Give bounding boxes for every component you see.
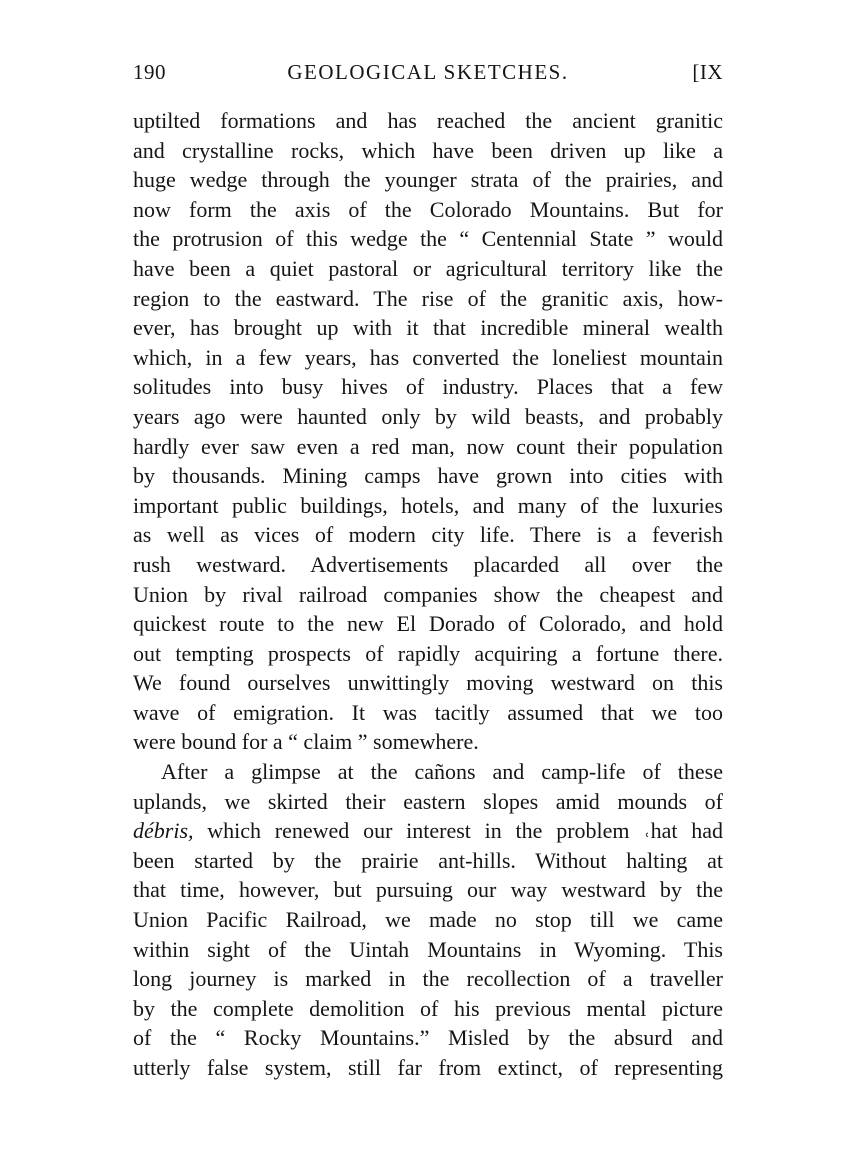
text-line: now form the axis of the Colorado Mountains. But for [133,196,723,222]
running-head: GEOLOGICAL SKETCHES. [287,60,569,84]
text-line: Union Pacific Railroad, we made no stop till we came [133,907,723,933]
text-line: and crystalline rocks, which have been driven up like a [133,137,723,163]
italic-word: débris, [133,818,194,844]
text-line: which, in a few years, has converted the loneliest mountain [133,344,723,370]
text-line: region to the eastward. The rise of the granitic axis, how- [133,285,723,311]
text-line: ever, has brought up with it that incredible mineral wealth [133,315,723,341]
text-line: rush westward. Advertisements placarded all over the [133,551,723,577]
page-number: 190 [133,60,166,84]
text-line: huge wedge through the younger strata of the prairies, and [133,167,723,193]
text-line: hardly ever saw even a red man, now count their population [133,433,723,459]
text-line: utterly false system, still far from extinct, of representing [133,1055,723,1080]
text-line: wave of emigration. It was tacitly assumed that we too [133,699,723,725]
text-line: have been a quiet pastoral or agricultural territory like the [133,255,723,281]
text-line: uplands, we skirted their eastern slopes amid mounds of [133,788,723,814]
text-line: that time, however, but pursuing our way westward by the [133,877,723,903]
text-line-with-italic [133,816,723,846]
text-line: were bound for a “ claim ” somewhere. [133,729,479,755]
chapter-mark: [IX [692,60,723,84]
text-line: within sight of the Uintah Mountains in Wyoming. This [133,936,723,962]
text-line: by the complete demolition of his previous mental picture [133,995,723,1021]
body-text [133,106,723,1083]
text-line: We found ourselves unwittingly moving westward on this [133,670,723,696]
text-line: by thousands. Mining camps have grown into cities with [133,463,723,489]
text-line: as well as vices of modern city life. There is a feverish [133,522,723,548]
text-line: important public buildings, hotels, and many of the luxuries [133,492,723,518]
page-header [133,60,723,90]
text-line: the protrusion of this wedge the “ Centennial State ” would [133,226,723,252]
text-line: of the “ Rocky Mountains.” Misled by the absurd and [133,1025,723,1051]
text-line: been started by the prairie ant-hills. Without halting at [133,847,723,873]
text-line: uptilted formations and has reached the ancient granitic [133,108,723,133]
text-line: After a glimpse at the cañons and camp-life of these [161,759,723,785]
text-line-rest: which renewed our interest in the problem ˓hat had [207,818,724,844]
text-line: Union by rival railroad companies show the cheapest and [133,581,723,607]
text-line: out tempting prospects of rapidly acquiring a fortune there. [133,640,723,666]
text-line: solitudes into busy hives of industry. Places that a few [133,374,723,400]
text-line: long journey is marked in the recollection of a traveller [133,966,723,992]
text-line: years ago were haunted only by wild beasts, and probably [133,403,723,429]
text-line: quickest route to the new El Dorado of Colorado, and hold [133,611,723,637]
